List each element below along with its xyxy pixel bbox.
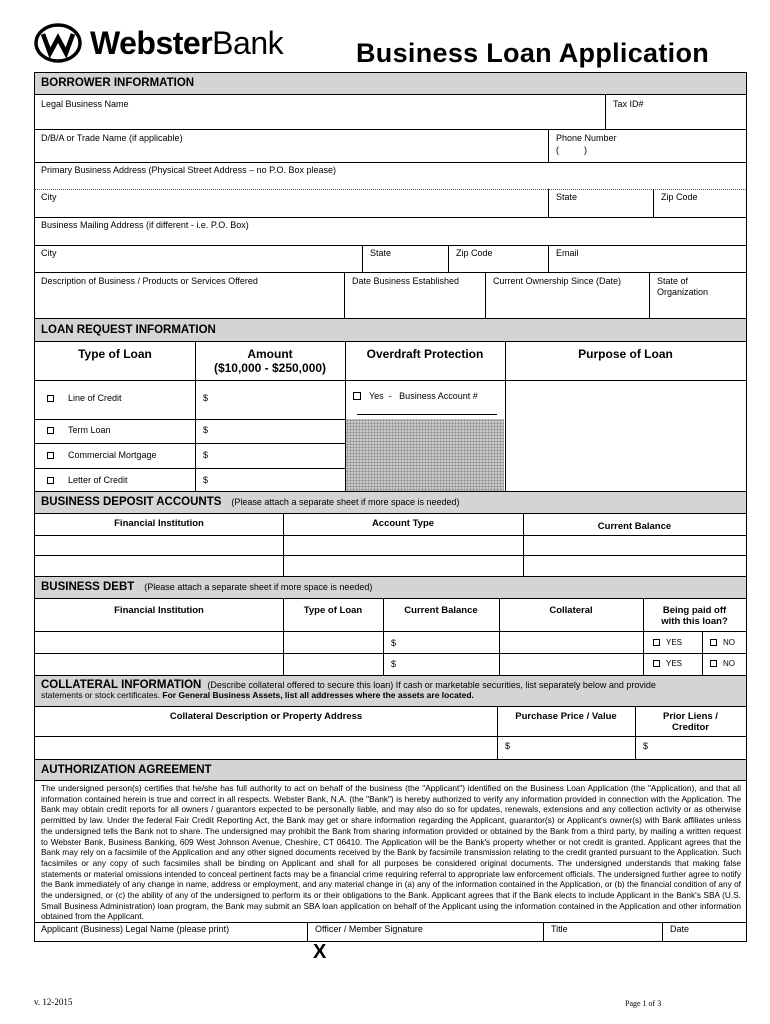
city-field[interactable]: City xyxy=(41,192,57,202)
legal-business-name-field[interactable]: Legal Business Name xyxy=(41,99,129,109)
mailing-zip-field[interactable]: Zip Code xyxy=(456,248,493,258)
loan-type-letter-of-credit[interactable]: Letter of Credit xyxy=(41,475,128,486)
collateral-liens-header: Prior Liens / Creditor xyxy=(663,711,718,733)
loan-section-header: LOAN REQUEST INFORMATION xyxy=(35,318,746,342)
debt-row-2-no[interactable]: NO xyxy=(704,658,735,669)
signature-x-mark: X xyxy=(313,941,327,963)
authorization-text: The undersigned person(s) certifies that he/she has full authority to act on behalf of the business (the "Applicant") identified on the Business Loan Application (the "Application), and that all information contained herein is true and correct in all respects. Webster Bank, N.A. (the "Bank") is hereby authorized to verify any information provided in connection with the Application. The Bank may obtain credit reports for all owners / guarantors expected to be personally liable, and may also do so for updates, renewals, extensions and any collection activity or as otherwise permitted by law. Under the federal Fair Credit Reporting Act, the Bank may get or share information regarding the Applicant, guarantor(s) or Applicant's owner(s) with Bank affiliates unless the undersigned tells the Bank not to share. The undersigned may prohibit the Bank from sharing information provided or obtained by the Bank from a third party, by mailing a written request to Webster Bank, Business Banking, 609 West Johnson Avenue, Cheshire, CT 06410. The Application will be the Bank's property whether or not credit is granted. Applicant agrees that the Bank may rely on a facsimile of the Application and any other signed documents received by the Bank by facsimile transmission relating to the credit granted pursuant to the Application. Such facsimiles or any copy of such facsimiles shall be binding on Applicant and shall for all purposes be considered original documents. The undersigned understands that making false statements or material omissions intended to conceal pertinent facts may be a financial crime requiring referral to appropriate law enforcement officials. The undersigned further agree to notify the Bank immediately of any change in name, address or employment, and any material change in (a) any of the information contained in the Application, or (b) the financial condition of any of the undersigned, or (c) the ability of any of the undersigned to perform its or their obligations to the Bank. Applicant agrees that if the Bank elects to include Applicant in the Bank's SBA (U.S. Small Business Administration) loan program, the Bank may submit an SBA loan application on behalf of the Applicant using the information contained in the Application and other information obtained from the Applicant. xyxy=(41,783,741,922)
deposit-section-header: BUSINESS DEPOSIT ACCOUNTS (Please attach a separate sheet if more space is needed) xyxy=(35,491,746,514)
collateral-price-value[interactable]: $ xyxy=(505,741,511,751)
amount-header: Amount ($10,000 - $250,000) xyxy=(213,347,327,375)
debt-type-header: Type of Loan xyxy=(303,605,363,616)
mailing-state-field[interactable]: State xyxy=(370,248,392,258)
checkbox-icon xyxy=(47,395,54,402)
debt-row-2-yes[interactable]: YES xyxy=(647,658,682,669)
deposit-row-2[interactable] xyxy=(35,556,283,575)
business-description-field[interactable]: Description of Business / Products or Services Offered xyxy=(41,276,258,286)
loan-type-line-of-credit[interactable]: Line of Credit xyxy=(41,393,122,404)
borrower-section-header: BORROWER INFORMATION xyxy=(35,73,746,95)
mailing-city-field[interactable]: City xyxy=(41,248,57,258)
page-number: Page 1 of 3 xyxy=(625,999,662,1008)
webster-w-logo-icon xyxy=(34,23,82,63)
debt-balance-row-1[interactable]: $ xyxy=(391,638,397,648)
version-label: v. 12-2015 xyxy=(34,997,73,1007)
amount-term-loan[interactable]: $ xyxy=(203,425,209,435)
overdraft-shaded-area xyxy=(346,419,504,491)
deposit-institution-header: Financial Institution xyxy=(114,518,204,529)
phone-area-code: ( ) xyxy=(556,145,587,155)
primary-address-field[interactable]: Primary Business Address (Physical Street Address – no P.O. Box please) xyxy=(41,165,336,175)
purpose-header: Purpose of Loan xyxy=(578,347,673,361)
checkbox-icon xyxy=(47,452,54,459)
authorization-section-header: AUTHORIZATION AGREEMENT xyxy=(35,759,746,781)
overdraft-header: Overdraft Protection xyxy=(366,347,484,361)
checkbox-icon xyxy=(710,660,717,667)
debt-section-header: BUSINESS DEBT (Please attach a separate sheet if more space is needed) xyxy=(35,576,746,599)
debt-institution-header: Financial Institution xyxy=(114,605,204,616)
tax-id-field[interactable]: Tax ID# xyxy=(613,99,644,109)
email-field[interactable]: Email xyxy=(556,248,579,258)
title-field[interactable]: Title xyxy=(551,924,568,934)
amount-line-of-credit[interactable]: $ xyxy=(203,393,209,403)
date-field[interactable]: Date xyxy=(670,924,690,934)
debt-row-1-no[interactable]: NO xyxy=(704,637,735,648)
date-established-field[interactable]: Date Business Established xyxy=(352,276,460,286)
phone-number-field[interactable]: Phone Number xyxy=(556,133,617,143)
officer-signature-field[interactable]: Officer / Member Signature xyxy=(315,924,423,934)
collateral-price-header: Purchase Price / Value xyxy=(515,711,617,722)
deposit-balance-header: Current Balance xyxy=(597,521,672,532)
checkbox-icon xyxy=(710,639,717,646)
checkbox-icon xyxy=(47,477,54,484)
applicant-name-field[interactable]: Applicant (Business) Legal Name (please print) xyxy=(41,924,230,934)
debt-paid-off-header: Being paid off with this loan? xyxy=(661,605,728,627)
amount-letter-of-credit[interactable]: $ xyxy=(203,475,209,485)
amount-commercial-mortgage[interactable]: $ xyxy=(203,450,209,460)
checkbox-icon xyxy=(353,392,361,400)
debt-balance-header: Current Balance xyxy=(404,605,478,616)
collateral-liens-value[interactable]: $ xyxy=(643,741,649,751)
checkbox-icon xyxy=(47,427,54,434)
collateral-instructions: statements or stock certificates. For General Business Assets, list all addresses where the assets are located. xyxy=(41,690,474,700)
brand-wordmark: WebsterBank xyxy=(90,25,284,61)
checkbox-icon xyxy=(653,639,660,646)
ownership-since-field[interactable]: Current Ownership Since (Date) xyxy=(493,276,622,286)
collateral-section-header: COLLATERAL INFORMATION (Describe collateral offered to secure this loan) If cash or marketable securities, list separately below and provide xyxy=(35,675,746,707)
loan-type-commercial-mortgage[interactable]: Commercial Mortgage xyxy=(41,450,157,461)
overdraft-yes-option[interactable]: Yes - Business Account # xyxy=(347,391,478,402)
zip-code-field[interactable]: Zip Code xyxy=(661,192,698,202)
type-of-loan-header: Type of Loan xyxy=(78,347,152,361)
application-form xyxy=(34,72,747,963)
deposit-row-1[interactable] xyxy=(35,536,283,555)
document-title: Business Loan Application xyxy=(356,38,710,68)
loan-type-term-loan[interactable]: Term Loan xyxy=(41,425,111,436)
debt-balance-row-2[interactable]: $ xyxy=(391,659,397,669)
checkbox-icon xyxy=(653,660,660,667)
debt-row-1-yes[interactable]: YES xyxy=(647,637,682,648)
debt-collateral-header: Collateral xyxy=(549,605,593,616)
deposit-account-type-header: Account Type xyxy=(371,518,435,529)
mailing-address-field[interactable]: Business Mailing Address (if different - i.e. P.O. Box) xyxy=(41,220,249,230)
webster-bank-logo xyxy=(34,23,294,63)
state-field[interactable]: State xyxy=(556,192,578,202)
dba-field[interactable]: D/B/A or Trade Name (if applicable) xyxy=(41,133,183,143)
collateral-description-header: Collateral Description or Property Address xyxy=(169,711,363,722)
state-of-organization-field[interactable]: State of Organization xyxy=(657,276,709,297)
